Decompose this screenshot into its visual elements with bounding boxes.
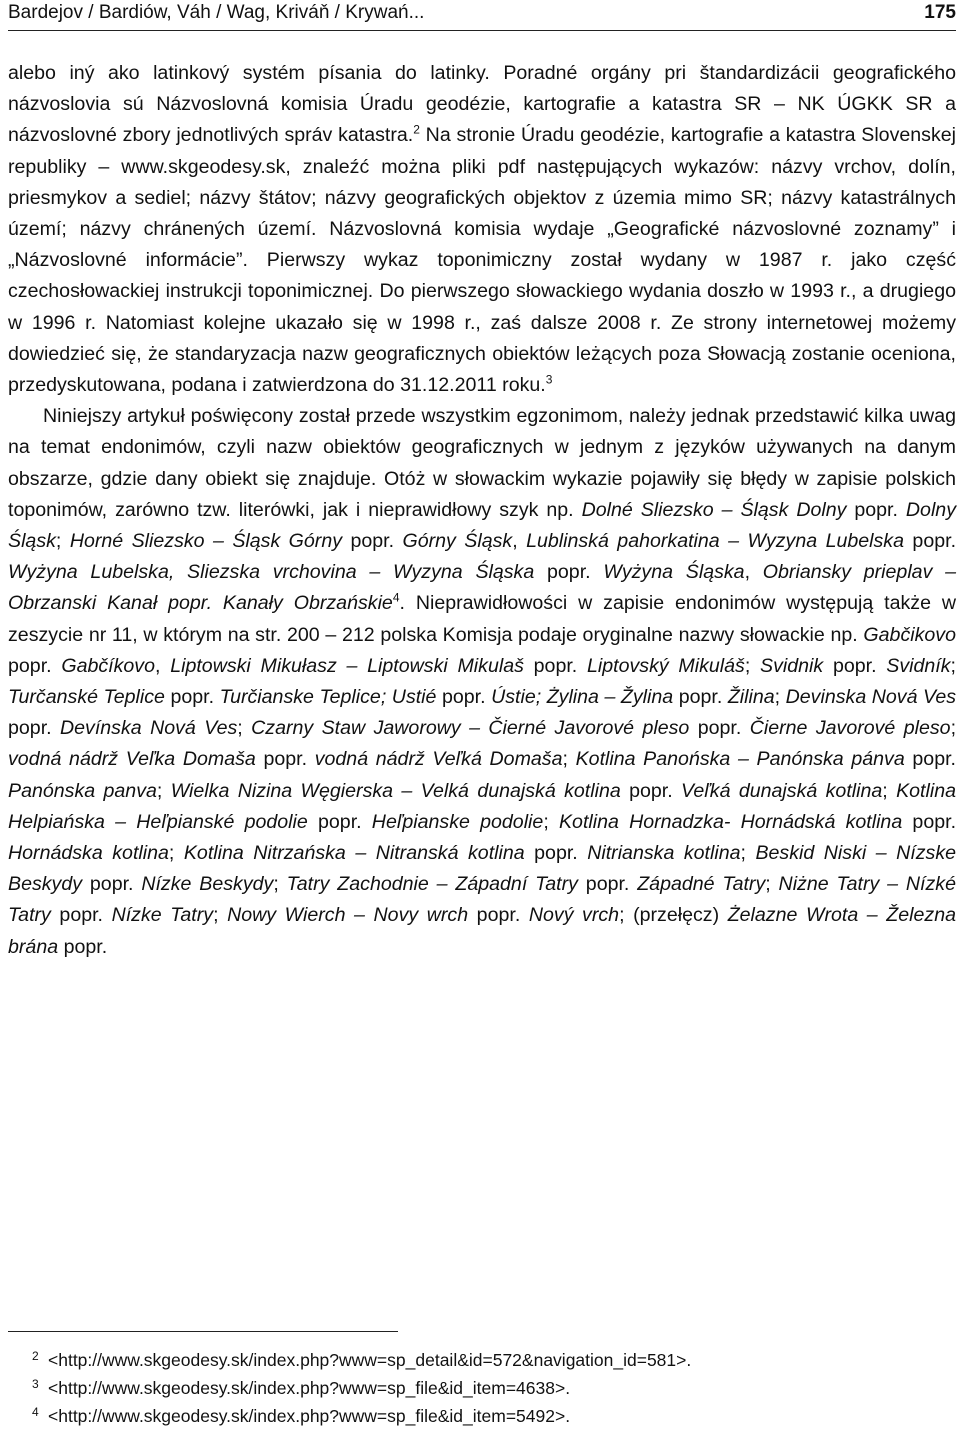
page-number: 175	[924, 2, 956, 23]
italic-run: Nový vrch	[528, 904, 620, 927]
text-run: ;	[765, 873, 779, 896]
italic-run: Niżne Tatry – Nízké Tatry	[8, 873, 956, 927]
italic-run: Kotlina Helpiańska – Heľpianské podolie	[8, 779, 957, 833]
text-run: popr.	[82, 873, 142, 896]
paragraph-1	[8, 58, 956, 401]
italic-run: Žilina	[727, 686, 775, 709]
text-run: popr.	[50, 904, 112, 927]
text-run: popr.	[164, 686, 220, 709]
body-text	[8, 58, 956, 963]
text-run: popr.	[902, 810, 957, 833]
text-run: popr.	[577, 873, 638, 896]
text-run: Niniejszy artykuł poświęcony został przede wszystkim egzonimom, należy jednak przedstawić kilka uwag na temat endonimów, czyli nazw obiektów geograficznych w jednym z języków używanych na danym obszarze, gdzie dany obiekt się znajduje. Otóż w słowackim wykazie pojawiły się błędy w zapisie polskich toponimów, zarówno tzw. literówki, jak i nieprawidłowy szyk np.	[8, 405, 956, 521]
footnote-separator	[8, 1331, 398, 1332]
text-run: popr.	[534, 561, 604, 584]
italic-run: Nízke Beskydy	[141, 873, 274, 896]
footnote-ref-4: 4	[392, 590, 400, 605]
italic-run: Żelazne Wrota – Železna brána	[8, 904, 956, 958]
text-run: popr.	[307, 810, 372, 833]
italic-run: Ústie; Żylina – Žylina	[491, 686, 674, 709]
text-run: ;	[273, 873, 287, 896]
footnote-mark: 3	[32, 1377, 39, 1391]
italic-run: Lublinská pahorkatina – Wyzyna Lubelska	[526, 530, 904, 553]
text-run: ;	[950, 717, 957, 740]
italic-run: Kotlina Nitrzańska – Nitranská kotlina	[183, 842, 525, 865]
text-run: popr.	[8, 717, 60, 740]
text-run: ,	[744, 561, 763, 584]
footnote-ref-3: 3	[545, 372, 553, 387]
text-run: ; (przełęcz)	[619, 904, 728, 927]
italic-run: Devinska Nová Ves	[785, 686, 957, 709]
text-run: ;	[55, 530, 70, 553]
italic-run: Beskid Niski – Nízske Beskydy	[8, 842, 957, 896]
italic-run: Wielka Nizina Węgierska – Velká dunajská kotlina	[170, 779, 621, 802]
text-run: ;	[882, 779, 897, 802]
text-run: popr.	[689, 717, 750, 740]
running-title: Bardejov / Bardiów, Váh / Wag, Kriváň / Krywań...	[8, 2, 425, 23]
text-run: popr.	[524, 842, 588, 865]
italic-run: Obriansky prieplav – Obrzanski Kanał popr. Kanały Obrzańskie	[8, 561, 957, 615]
text-run: popr.	[8, 654, 62, 677]
italic-run: Czarny Staw Jaworowy – Čierné Javorové pleso	[251, 717, 690, 740]
text-run: ;	[774, 686, 786, 709]
italic-run: Devínska Nová Ves	[60, 717, 238, 740]
italic-run: Turčanské Teplice	[8, 686, 165, 709]
text-run: alebo iný ako latinkový systém písania do latinky. Poradné orgány pri štandardizácii geografického názvoslovia sú Názvoslovná komisia Úradu geodézie, kartografie a katastra SR – NK ÚGKK SR a názvoslovné zbory jednotlivých správ katastra.	[8, 62, 956, 147]
italic-run: Kotlina Panońska – Panónska pánva	[575, 748, 905, 771]
text-run: popr.	[255, 748, 315, 771]
text-run: popr.	[904, 748, 956, 771]
footnote-url: <http://www.skgeodesy.sk/index.php?www=sp_detail&id=572&navigation_id=581>.	[48, 1350, 692, 1370]
paragraph-2	[8, 401, 956, 963]
text-run: popr.	[523, 654, 587, 677]
text-run: ;	[237, 717, 252, 740]
italic-run: Heľpianske podolie	[371, 810, 544, 833]
text-run: popr.	[436, 686, 492, 709]
text-run: ;	[168, 842, 184, 865]
italic-run: Wyżyna Lubelska, Sliezska vrchovina – Wyzyna Śląska	[8, 561, 535, 584]
italic-run: Západné Tatry	[637, 873, 766, 896]
italic-run: Gabčíkovo	[61, 654, 155, 677]
italic-run: Nízke Tatry	[111, 904, 214, 927]
text-run: popr.	[673, 686, 728, 709]
italic-run: Turčianske Teplice; Ustié	[219, 686, 437, 709]
text-run: ;	[156, 779, 171, 802]
italic-run: Horné Sliezsko – Śląsk Górny	[69, 530, 343, 553]
footnotes	[32, 1346, 936, 1430]
footnote-ref-2: 2	[413, 122, 420, 137]
italic-run: Tatry Zachodnie – Západní Tatry	[286, 873, 578, 896]
text-run: popr.	[620, 779, 682, 802]
italic-run: Liptowski Mikułasz – Liptowski Mikulaš	[170, 654, 524, 677]
italic-run: Górny Śląsk	[402, 530, 513, 553]
text-run: ;	[562, 748, 576, 771]
footnote-url: <http://www.skgeodesy.sk/index.php?www=sp_file&id_item=5492>.	[48, 1406, 571, 1426]
text-run: popr.	[58, 935, 108, 958]
text-run: popr.	[823, 654, 887, 677]
text-run: . Nieprawidłowości w zapisie endonimów występują także w zeszycie nr 11, w którym na str. 200 – 212 polska Komisja podaje oryginalne nazwy słowackie np.	[8, 592, 957, 646]
italic-run: vodná nádrž Veľká Domaša	[314, 748, 563, 771]
italic-run: Dolné Sliezsko – Śląsk Dolny	[581, 498, 847, 521]
italic-run: Nitrianska kotlina	[587, 842, 741, 865]
italic-run: Svidník	[886, 654, 951, 677]
footnote	[32, 1374, 936, 1402]
italic-run: Veľká dunajská kotlina	[681, 779, 883, 802]
footnote	[32, 1402, 936, 1430]
text-run: ,	[512, 530, 527, 553]
text-run: ;	[950, 654, 956, 677]
text-run: popr.	[342, 530, 403, 553]
italic-run: vodná nádrž Veľka Domaša	[8, 748, 256, 771]
text-run: popr.	[468, 904, 529, 927]
italic-run: Svidnik	[760, 654, 824, 677]
running-header	[8, 0, 956, 31]
text-run: popr.	[846, 498, 906, 521]
italic-run: Kotlina Hornadzka- Hornádská kotlina	[558, 810, 903, 833]
footnote-mark: 4	[32, 1405, 39, 1419]
italic-run: Gabčikovo	[863, 623, 956, 646]
text-run: ;	[744, 654, 761, 677]
italic-run: Nowy Wierch – Novy wrch	[227, 904, 469, 927]
italic-run: Wyżyna Śląska	[603, 561, 745, 584]
italic-run: Dolny Śląsk	[8, 498, 957, 553]
italic-run: Liptovský Mikuláš	[586, 654, 745, 677]
italic-run: Čierne Javorové pleso	[749, 717, 951, 740]
italic-run: Hornádska kotlina	[8, 842, 169, 865]
italic-run: Panónska panva	[8, 779, 157, 802]
text-run: ,	[155, 654, 171, 677]
footnote-mark: 2	[32, 1349, 39, 1363]
text-run: Na stronie Úradu geodézie, kartografie a katastra Slovenskej republiky – www.skgeodesy.sk, znaleźć można pliki pdf następujących wykazów: názvy vrchov, dolín, priesmykov a sediel; názvy štátov; názvy geografických objektov z územia mimo SR; názvy katastrálnych území; názvy chránených území. Názvoslovná komisia wydaje „Geografické názvoslovné zoznamy” i „Názvoslovné informácie”. Pierwszy wykaz toponimiczny został wydany w 1987 r. jako część czechosłowackiej instrukcji toponimicznej. Do pierwszego słowackiego wydania doszło w 1993 r., a drugiego w 1996 r. Natomiast kolejne ukazało się w 1998 r., zaś dalsze 2008 r. Ze strony internetowej możemy dowiedzieć się, że standaryzacja nazw geograficznych obiektów leżących poza Słowacją zostanie oceniona, przedyskutowana, podana i zatwierdzona do 31.12.2011 roku.	[8, 124, 957, 397]
text-run: ;	[740, 842, 756, 865]
text-run: ;	[213, 904, 228, 927]
text-run: popr.	[904, 530, 957, 553]
text-run: ;	[543, 810, 559, 833]
footnote	[32, 1346, 936, 1374]
footnote-url: <http://www.skgeodesy.sk/index.php?www=sp_file&id_item=4638>.	[48, 1378, 571, 1398]
